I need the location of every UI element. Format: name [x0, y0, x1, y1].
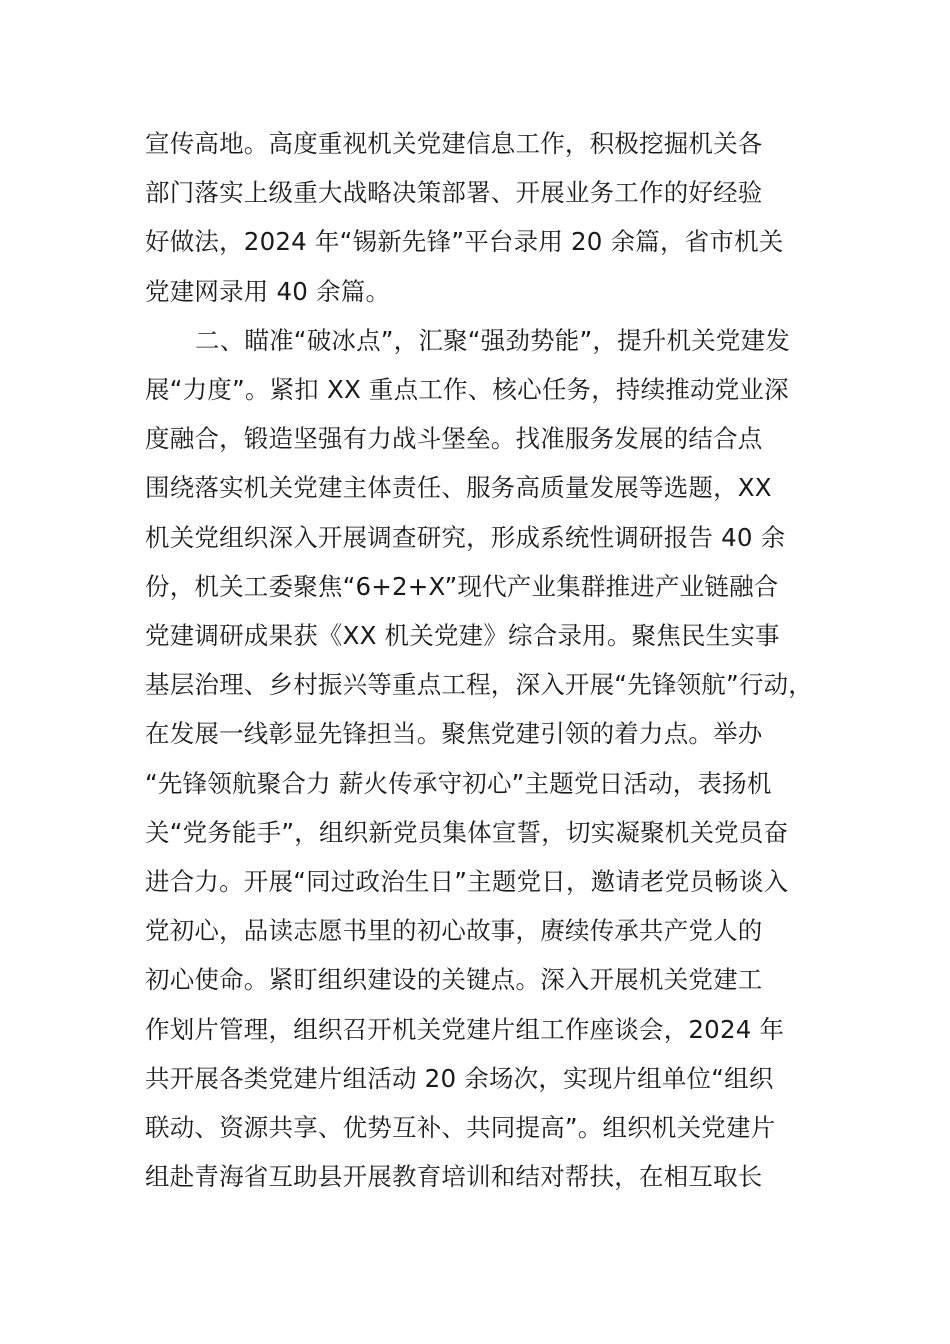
text-line: 二、瞄准“破冰点”，汇聚“强劲势能”，提升机关党建发	[195, 326, 790, 355]
text-line: 展“力度”。紧扣 XX 重点工作、核心任务，持续推动党业深	[145, 375, 789, 404]
text-line: 作划片管理，组织召开机关党建片组工作座谈会，2024 年	[145, 1015, 785, 1044]
text-line: 机关党组织深入开展调查研究，形成系统性调研报告 40 余	[145, 523, 786, 552]
text-line: 宣传高地。高度重视机关党建信息工作，积极挖掘机关各	[145, 129, 763, 158]
text-line: 份，机关工委聚焦“6+2+X”现代产业集群推进产业链融合	[145, 572, 779, 601]
text-line: 在发展一线彰显先锋担当。聚焦党建引领的着力点。举办	[145, 719, 763, 748]
text-line: 关“党务能手”，组织新党员集体宣誓，切实凝聚机关党员奋	[145, 818, 789, 847]
text-line: 共开展各类党建片组活动 20 余场次，实现片组单位“组织	[145, 1064, 774, 1093]
text-line: 好做法，2024 年“锡新先锋”平台录用 20 余篇，省市机关	[145, 227, 784, 256]
text-line: 党建调研成果获《XX 机关党建》综合录用。聚焦民生实事	[145, 621, 780, 650]
text-line: 部门落实上级重大战略决策部署、开展业务工作的好经验	[145, 178, 763, 207]
text-line: 度融合，锻造坚强有力战斗堡垒。找准服务发展的结合点	[145, 424, 763, 453]
text-line: 进合力。开展“同过政治生日”主题党日，邀请老党员畅谈入	[145, 867, 789, 896]
text-line: “先锋领航聚合力 薪火传承守初心”主题党日活动，表扬机	[145, 769, 772, 798]
text-line: 党初心，品读志愿书里的初心故事，赓续传承共产党人的	[145, 916, 763, 945]
text-line: 党建网录用 40 余篇。	[145, 277, 391, 306]
text-line: 围绕落实机关党建主体责任、服务高质量发展等选题，XX	[145, 473, 772, 502]
text-line: 联动、资源共享、优势互补、共同提高”。组织机关党建片	[145, 1113, 776, 1142]
text-line: 初心使命。紧盯组织建设的关键点。深入开展机关党建工	[145, 965, 763, 994]
text-line: 组赴青海省互助县开展教育培训和结对帮扶，在相互取长	[145, 1162, 763, 1191]
text-line: 基层治理、乡村振兴等重点工程，深入开展“先锋领航”行动，	[145, 670, 813, 699]
